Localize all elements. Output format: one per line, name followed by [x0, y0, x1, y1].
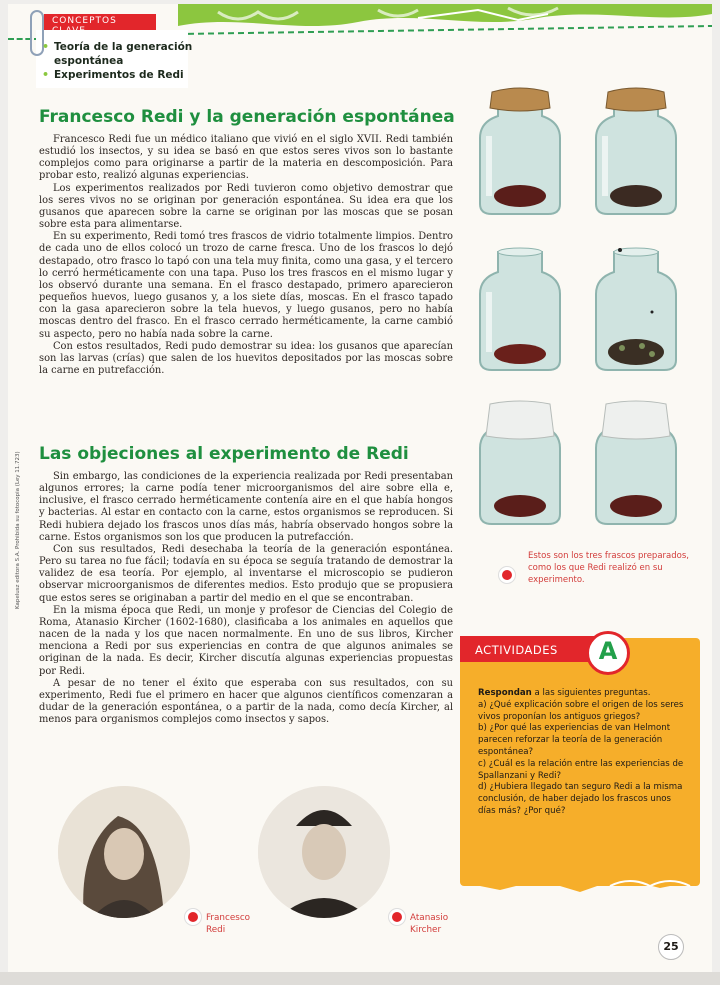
key-concept-item: Experimentos de Redi	[54, 69, 184, 81]
activity-question: d) ¿Hubiera llegado tan seguro Redi a la misma conclusión, de haber dejado los frascos unos días más? ¿Por qué?	[478, 782, 683, 816]
textbook-page	[8, 4, 712, 972]
activities-instruction: Respondan a las siguientes preguntas.	[478, 688, 651, 698]
caption-marker-icon	[502, 570, 512, 580]
paragraph: En la misma época que Redi, un monje y profesor de Ciencias del Colegio de Roma, Atanasio Kircher (1602-1680), clasificaba a los animales en aquellos que nacen de la nada y los que nacen normalmente. En uno de sus libros, Kircher menciona a Redi por sus experiencias en contra de que algunos animales se originan de la nada. Es decir, Kircher discutía algunas experiencias propuestas por Redi.	[39, 604, 453, 677]
jars-caption: Estos son los tres frascos preparados, como los que Redi realizó en su experimento.	[528, 551, 689, 585]
jar-uncovered-worms-illustration	[592, 242, 680, 374]
bullet-icon: •	[42, 40, 50, 53]
paragraph: Con sus resultados, Redi desechaba la teoría de la generación espontánea. Pero su tarea no fue fácil; todavía en su época se seguía tratando de demostrar la validez de esa teoría. Por ejemplo, al inventarse el microscopio se pudieron observar microorganismos de diferentes medios. Esto produjo que se propusiera que estos seres se originaban a partir del medio en el que se encontraban.	[39, 543, 453, 604]
key-concepts-badge: CONCEPTOS CLAVE	[44, 14, 156, 30]
activity-letter: A	[598, 637, 618, 665]
activity-question: c) ¿Cuál es la relación entre las experiencias de Spallanzani y Redi?	[478, 758, 684, 781]
caption-marker-icon	[392, 912, 402, 922]
screen-bottom-strip	[0, 972, 720, 985]
bullet-icon: •	[42, 68, 50, 81]
portrait-redi	[58, 786, 190, 918]
paragraph: Con estos resultados, Redi pudo demostrar su idea: los gusanos que aparecían son las larvas (crías) que salen de los huevitos depositados por las moscas sobre la carne en putrefacción.	[39, 340, 453, 376]
paragraph: Los experimentos realizados por Redi tuvieron como objetivo demostrar que los seres vivos no se originan por generación espontánea. Su idea era que los gusanos que aparecen sobre la carne se originan por las moscas que se posan sobre esta para alimentarse.	[39, 182, 453, 231]
section-title-redi: Francesco Redi y la generación espontánea	[39, 107, 455, 127]
copyright-notice: Kapelusz editora S.A. Prohibida su fotocopia (Ley 11.723)	[15, 451, 21, 609]
caption-marker-icon	[188, 912, 198, 922]
jar-uncovered-illustration	[476, 242, 564, 374]
section-body-redi	[39, 134, 453, 377]
activity-question: b) ¿Por qué las experiencias de van Helmont parecen reforzar la teoría de la generación espontánea?	[478, 723, 671, 757]
paragraph: Sin embargo, las condiciones de la experiencia realizada por Redi presentaban algunos errores; la carne podía tener microorganismos del aire sobre ella e, inclusive, el frasco cerrado herméticamente contenía aire en el que había hongos y bacterias. Al estar en contacto con la carne, estos organismos se reproducen. Si Redi hubiera dejado los frascos unos días más, habría observado hongos sobre la carne. Estos organismos son los que producen la putrefacción.	[39, 471, 453, 543]
activity-question: a) ¿Qué explicación sobre el origen de los seres vivos proponían los antiguos griegos?	[478, 699, 684, 722]
jar-open-with-lid-illustration	[476, 86, 564, 218]
jar-gauze-illustration	[476, 396, 564, 528]
key-concept-item: Teoría de la generación espontánea	[54, 41, 193, 67]
paragraph: Francesco Redi fue un médico italiano que vivió en el siglo XVII. Redi también estudió los insectos, y su idea se basó en que estos seres vivos son lo bastante complejos como para originarse a partir de la materia en descomposición. Para probar esto, realizó algunas experiencias.	[39, 134, 453, 182]
paragraph: En su experimento, Redi tomó tres frascos de vidrio totalmente limpios. Dentro de cada uno de ellos colocó un trozo de carne fresca. Uno de los frascos lo dejó destapado, otro frasco lo tapó con una tela muy finita, como una gasa, y el tercero lo cerró herméticamente con una tapa. Puso los tres frascos en el mismo lugar y los observó durante una semana. En el frasco destapado, primero aparecieron pequeños huevos, luego gusanos y, a los siete días, moscas. En el frasco tapado con la gasa aparecieron sobre la tela huevos, y luego gusanos, pero no había moscas dentro del frasco. En el frasco cerrado herméticamente, la carne cambió su aspecto, pero no había nada sobre la carne.	[39, 231, 453, 340]
section-title-objections: Las objeciones al experimento de Redi	[39, 444, 409, 464]
header-decoration	[178, 4, 712, 62]
portrait-kircher	[258, 786, 390, 918]
activities-title: ACTIVIDADES	[475, 643, 558, 657]
paragraph: A pesar de no tener el éxito que esperaba con sus resultados, con su experimento, Redi fue el primero en hacer que algunos científicos comenzaran a dudar de la generación espontánea, o a partir de la nada, como decía Kircher, al menos para organismos complejos como insectos y sapos.	[39, 677, 453, 726]
jar-gauze-illustration	[592, 396, 680, 528]
section-body-objections	[39, 471, 453, 726]
portrait-caption-kircher: Atanasio Kircher	[410, 913, 449, 935]
jar-with-lid-illustration	[592, 86, 680, 218]
page-number: 25	[658, 934, 684, 960]
portrait-caption-redi: Francesco Redi	[206, 913, 251, 935]
activities-body	[478, 688, 690, 818]
activities-torn-edge	[460, 866, 700, 896]
